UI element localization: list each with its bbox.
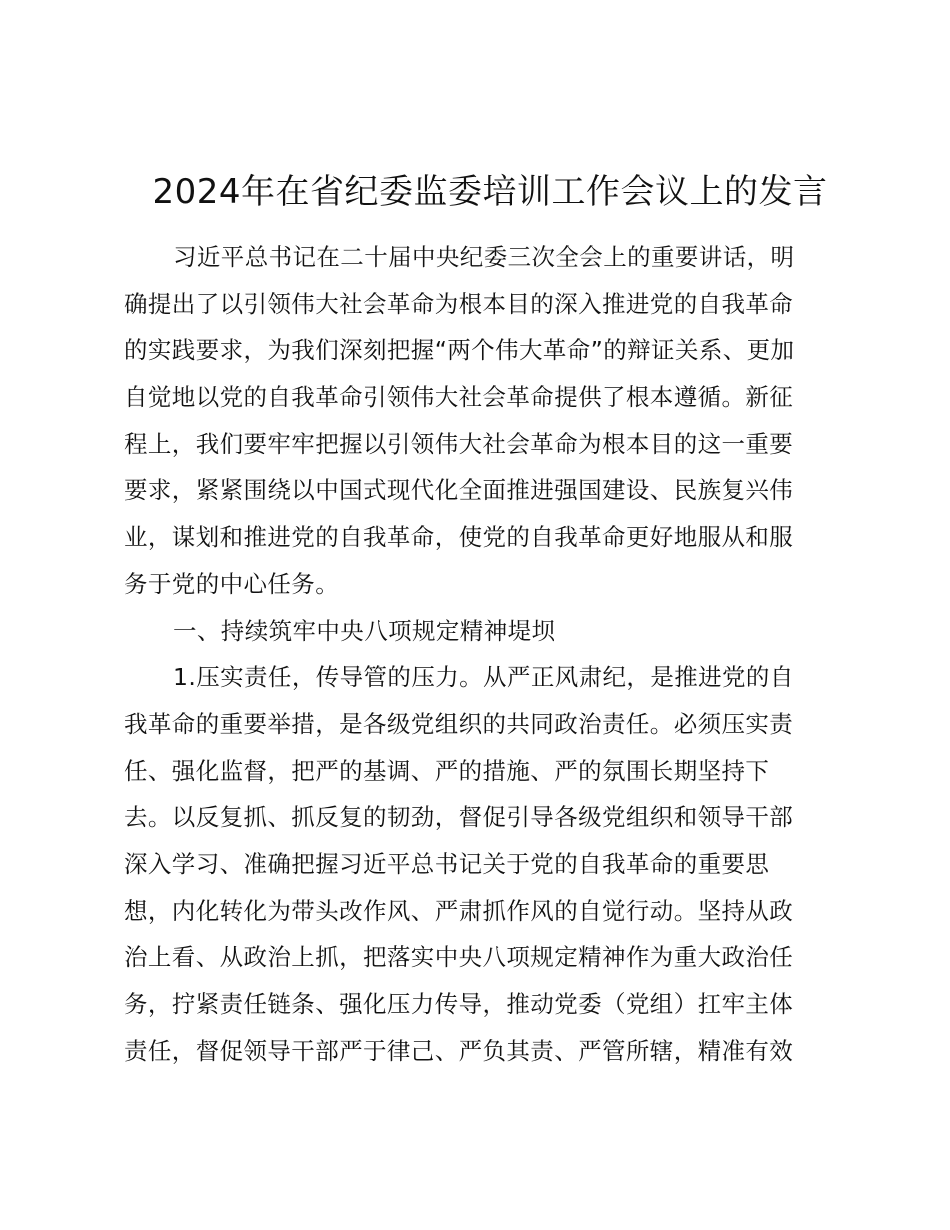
body-line: 深入学习、准确把握习近平总书记关于党的自我革命的重要思 xyxy=(124,849,770,878)
body-line: 务，拧紧责任链条、强化压力传导，推动党委（党组）扛牢主体 xyxy=(124,990,794,1018)
body-line: 要求，紧紧围绕以中国式现代化全面推进强国建设、民族复兴伟 xyxy=(124,476,794,505)
body-line: 业，谋划和推进党的自我革命，使党的自我革命更好地服从和服 xyxy=(124,523,794,552)
body-line: 确提出了以引领伟大社会革命为根本目的深入推进党的自我革命 xyxy=(124,289,794,318)
body-line: 务于党的中心任务。 xyxy=(124,569,340,598)
body-line: 去。以反复抓、抓反复的韧劲，督促引导各级党组织和领导干部 xyxy=(124,803,794,832)
body-line: 程上，我们要牢牢把握以引领伟大社会革命为根本目的这一重要 xyxy=(124,429,794,458)
body-line: 一、持续筑牢中央八项规定精神堤坝 xyxy=(173,616,556,645)
body-line: 1.压实责任，传导管的压力。从严正风肃纪，是推进党的自 xyxy=(173,663,794,692)
document-body xyxy=(124,234,824,1074)
document-title: 2024年在省纪委监委培训工作会议上的发言 xyxy=(152,172,828,212)
body-line: 想，内化转化为带头改作风、严肃抓作风的自觉行动。坚持从政 xyxy=(124,896,794,925)
body-line: 习近平总书记在二十届中央纪委三次全会上的重要讲话，明 xyxy=(173,243,795,271)
body-line: 自觉地以党的自我革命引领伟大社会革命提供了根本遵循。新征 xyxy=(124,383,794,412)
body-line: 我革命的重要举措，是各级党组织的共同政治责任。必须压实责 xyxy=(124,709,794,738)
body-line: 的实践要求，为我们深刻把握“两个伟大革命”的辩证关系、更加 xyxy=(124,336,795,365)
body-line: 责任，督促领导干部严于律己、严负其责、严管所辖，精准有效 xyxy=(124,1036,794,1065)
body-line: 任、强化监督，把严的基调、严的措施、严的氛围长期坚持下 xyxy=(124,756,770,785)
body-line: 治上看、从政治上抓，把落实中央八项规定精神作为重大政治任 xyxy=(124,943,794,972)
